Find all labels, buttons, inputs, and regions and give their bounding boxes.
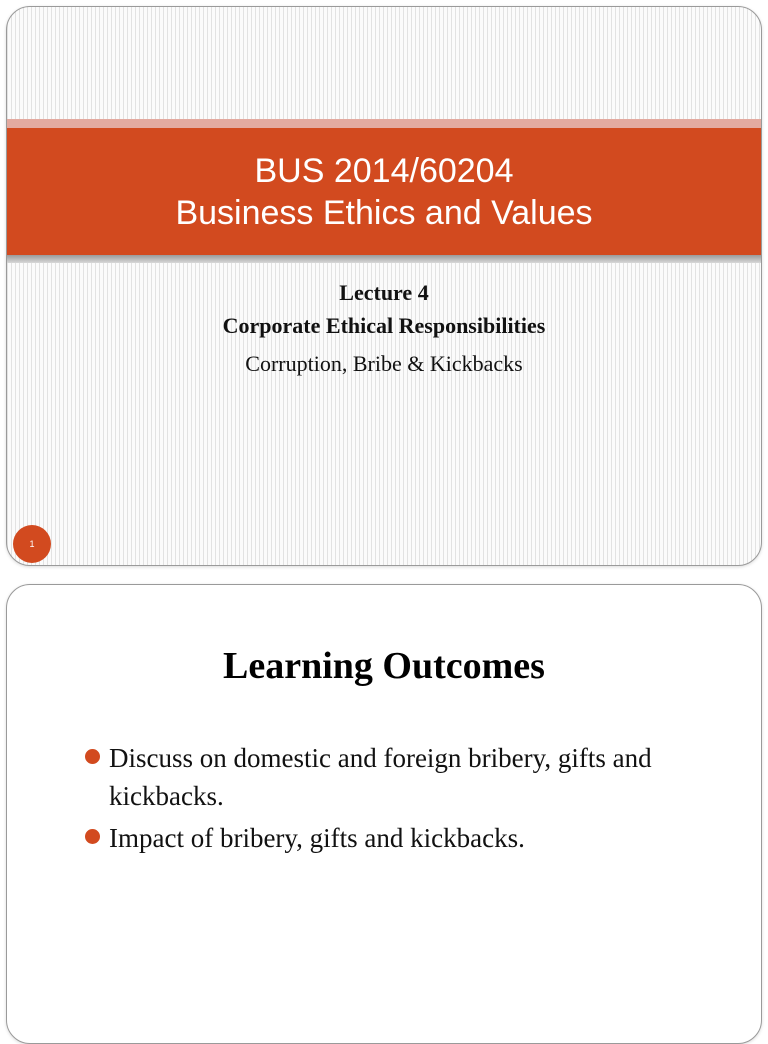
- title-band: [7, 128, 761, 255]
- bullet-icon: [85, 829, 100, 844]
- bullet-text: Impact of bribery, gifts and kickbacks.: [109, 823, 525, 853]
- slide-title: Learning Outcomes: [223, 645, 545, 687]
- page-number-badge: 1: [13, 525, 51, 563]
- subtitle-block: [7, 279, 761, 381]
- title-slide: [6, 6, 762, 566]
- bullet-list: [83, 739, 723, 861]
- list-item: [83, 819, 723, 857]
- bullet-text: Discuss on domestic and foreign bribery, gifts and kickbacks.: [109, 743, 652, 811]
- title-band-top-stripe: [7, 119, 761, 128]
- lecture-heading: Corporate Ethical Responsibilities: [222, 313, 546, 338]
- list-item: [83, 739, 723, 815]
- lecture-topic: Corruption, Bribe & Kickbacks: [245, 351, 523, 376]
- course-title: Business Ethics and Values: [175, 193, 593, 232]
- learning-outcomes-slide: [6, 584, 762, 1044]
- title-band-shadow: [7, 255, 761, 263]
- bullet-icon: [85, 749, 100, 764]
- lecture-label: Lecture 4: [339, 280, 429, 305]
- course-code: BUS 2014/60204: [254, 151, 514, 190]
